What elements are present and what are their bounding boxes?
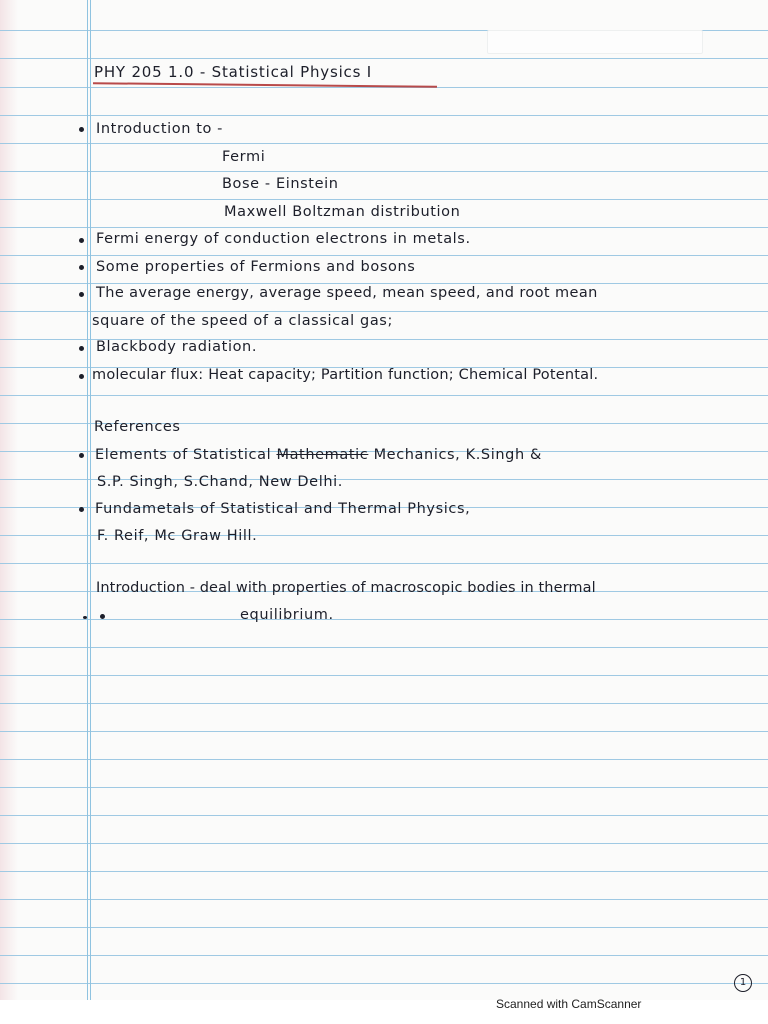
topic-fermi-energy: Fermi energy of conduction electrons in metals. — [96, 231, 471, 247]
introduction-line1: Introduction - deal with properties of macroscopic bodies in thermal — [96, 580, 596, 596]
ruled-line — [0, 787, 768, 788]
ruled-line — [0, 675, 768, 676]
bullet-icon — [79, 292, 84, 297]
intro-item-bose-einstein: Bose - Einstein — [222, 176, 339, 192]
bullet-icon — [79, 127, 84, 132]
ruled-line — [0, 927, 768, 928]
ruled-line — [0, 255, 768, 256]
margin-line — [90, 0, 91, 1000]
intro-item-fermi: Fermi — [222, 149, 266, 165]
reference-1-title: Elements of Statistical — [95, 447, 272, 463]
bullet-icon — [79, 265, 84, 270]
bullet-icon — [100, 614, 105, 619]
ruled-line — [0, 871, 768, 872]
ruled-line — [0, 647, 768, 648]
reference-2-line1: Fundametals of Statistical and Thermal Physics, — [95, 501, 471, 517]
topic-blackbody: Blackbody radiation. — [96, 339, 258, 355]
topic-average-line2: square of the speed of a classical gas; — [92, 313, 393, 329]
ruled-line — [0, 843, 768, 844]
ruled-line — [0, 983, 768, 984]
reference-1-struck-word: Mathematic — [276, 447, 369, 463]
ruled-line — [0, 955, 768, 956]
reference-1-line2: S.P. Singh, S.Chand, New Delhi. — [97, 474, 343, 490]
bullet-icon — [79, 453, 84, 458]
margin-line — [87, 0, 88, 1000]
topic-molecular-flux: molecular flux: Heat capacity; Partition function; Chemical Potental. — [92, 367, 599, 383]
intro-item-maxwell: Maxwell Boltzman distribution — [224, 204, 461, 220]
page-number: 1 — [734, 974, 752, 992]
ruled-line — [0, 395, 768, 396]
ruled-line — [0, 703, 768, 704]
ruled-line — [0, 731, 768, 732]
ruled-line — [0, 619, 768, 620]
references-heading: References — [94, 419, 181, 435]
bullet-icon — [79, 238, 84, 243]
bullet-icon — [79, 346, 84, 351]
topic-average-line1: The average energy, average speed, mean speed, and root mean — [96, 285, 598, 301]
ruled-line — [0, 199, 768, 200]
ruled-line — [0, 115, 768, 116]
ruled-line — [0, 815, 768, 816]
bullet-icon — [79, 374, 84, 379]
ruled-line — [0, 563, 768, 564]
page-title: PHY 205 1.0 - Statistical Physics I — [94, 63, 373, 81]
bullet-icon — [79, 507, 84, 512]
reference-1-line1 — [95, 446, 542, 464]
reference-1-authors: Mechanics, K.Singh & — [373, 447, 542, 463]
ruled-line — [0, 143, 768, 144]
ruled-line — [0, 171, 768, 172]
ruled-line — [0, 227, 768, 228]
reference-2-line2: F. Reif, Mc Graw Hill. — [97, 528, 258, 544]
dash-mark-icon — [83, 616, 87, 619]
ruled-line — [0, 58, 768, 59]
topic-properties: Some properties of Fermions and bosons — [96, 259, 416, 275]
scanner-footer: Scanned with CamScanner — [496, 997, 642, 1011]
tape-mark — [487, 30, 703, 54]
ruled-line — [0, 759, 768, 760]
intro-heading: Introduction to - — [96, 121, 224, 137]
ruled-line — [0, 899, 768, 900]
introduction-line2: equilibrium. — [240, 607, 334, 623]
